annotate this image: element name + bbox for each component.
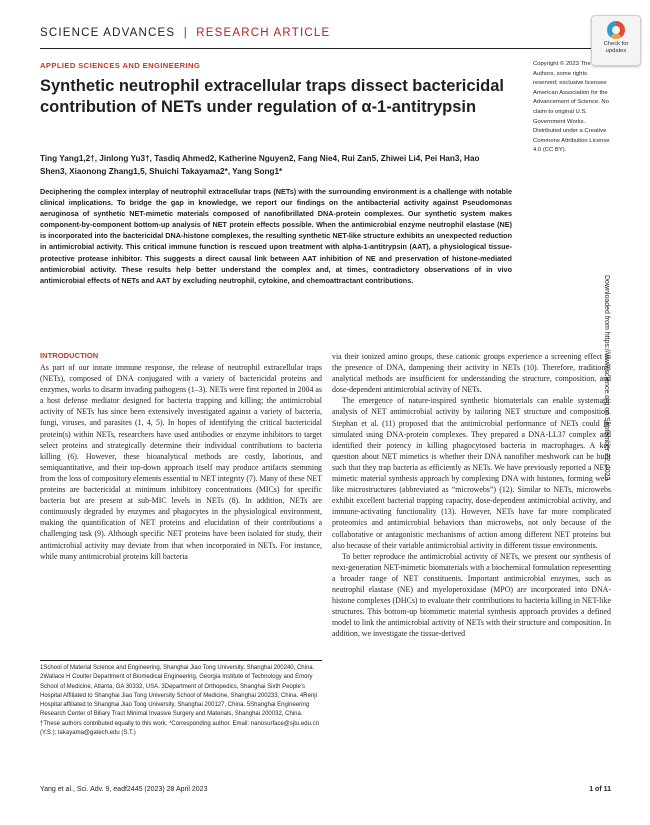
affiliation-footnotes: 1School of Material Science and Engineering, Shanghai Jiao Tong University, Shanghai 200240, China. 2Wallace H Coulter Department of Biomedical Engineering, Georgia Institute of Technology and Emory School of Medicine, Atlanta, GA 30332, USA. 3Department of Orthopedics, Shanghai Sixth People’s Hospital Affiliated to Shanghai Jiao Tong University School of Medicine, Shanghai 200233, China. 4Renji Hospital affiliated to Shanghai Jiao Tong University, Shanghai 200127, China. 5Shanghai Engineering Research Center of Biliary Tract Minimal Invasive Surgery and Materials, Shanghai 200032, China. †These authors contributed equally to this work. *Corresponding author. Email: nanosurface@sjtu.edu.cn (Y.S.); takayama@gatech.edu (S.T.) [40,665,319,737]
download-watermark: Downloaded from https://www.science.org on September 22, 2023 [603,275,610,481]
article-title: Synthetic neutrophil extracellular traps dissect bactericidal contribution of NETs under regulation of α-1-antitrypsin [40,77,504,116]
subject-section: APPLIED SCIENCES AND ENGINEERING [40,61,201,70]
author-list: Ting Yang1,2†, Jinlong Yu3†, Tasdiq Ahmed2, Katherine Nguyen2, Fang Nie4, Rui Zan5, Zhiwei Li4, Pei Han3, Hao Shen3, Xiaonong Zhang1,5, Shuichi Takayama2*, Yang Song1* [40,154,480,176]
right-paragraph-2: The emergence of nature-inspired synthetic biomaterials can enable systematic analysis of NET antimicrobial activity by tailoring NET structure and composition. Stephan et al. (11) proposed that the antimicrobial performance of NETs could be simulated using DNA-protein complexes. They prepared a DNA-LL37 complex and identified their potency in killing phagocytosed bacteria in macrophages. A key question about NET mimetics is whether their DNA nanofiber meshwork can be built such that they trap bacteria as efficiently as NETs. We have previously reported a NET-mimetic material synthesis approach by complexing DNA with histones, forming web-like microstructures (abbreviated as “microwebs”) (12). Similar to NETs, microwebs exhibit excellent bacterial trapping capacity, dose-dependent antimicrobial activity, and immune-activating functionality (13). However, NETs have far more complicated proteomics and antimicrobial behaviors than microwebs, not only because of the collaborative or antagonistic mechanisms of action among different NET proteins but also because of their variable antimicrobial activity in different tissue environments. [332,396,611,550]
footnote-rule [40,660,322,661]
journal-name: SCIENCE ADVANCES [40,27,176,39]
check-for-updates-icon [607,21,625,39]
article-type: RESEARCH ARTICLE [196,27,331,39]
copyright-notice: Copyright © 2023 The Authors, some rights reserved; exclusive licensee American Association for the Advancement of Science. No claim to original U.S. Government Works. Distributed under a Creative Commons Attribution License 4.0 (CC BY). [533,61,610,154]
introduction-heading: INTRODUCTION [40,351,99,360]
check-for-updates-badge[interactable] [591,15,641,66]
journal-header [40,27,330,39]
abstract: Deciphering the complex interplay of neutrophil extracellular traps (NETs) with the surrounding environment is a challenge with notable clinical implications. To bridge the gap in knowledge, we report our findings on the antibacterial activity against Pseudomonas aeruginosa of synthetic NET-mimetic materials composed of nanofibrillated DNA-protein complexes. Our synthetic system makes component-by-component bottom-up analysis of NET protein effects possible. When the antimicrobial enzyme neutrophil elastase (NE) is incorporated into the bactericidal DNA-histone complexes, the resulting synthetic NET-like structure exhibits an unexpected reduction in antimicrobial activity. This critical immune function is rescued upon treatment with alpha-1-antitrypsin (AAT), a physiological tissue-protective protease inhibitor. This suggests a direct causal link between AAT inhibition of NE and preservation of histone-mediated antimicrobial activity. These results help better understand the complex and, at times, contradictory observations of in vivo antimicrobial effects of NETs and AAT by excluding neutrophil, cytokine, and chemoattractant contributions. [40,187,512,285]
badge-line-2: updates [605,48,627,54]
right-paragraph-1: via their ionized amino groups, these cationic groups experience a screening effect in the presence of DNA, dampening their activity in NETs (10). Therefore, traditional analytical methods are insufficient for understanding the structure, composition, and dose-dependent antimicrobial activity of NETs. [332,352,611,395]
header-separator: | [183,27,188,39]
left-paragraph-1: As part of our innate immune response, the release of neutrophil extracellular traps (NETs), composed of DNA conjugated with a variety of bactericidal proteins and enzymes, works to disarm invading pathogens (1–3). NETs were first reported in 2004 as a host defense mediator designed for bacteria trapping and killing; the antimicrobial activity of NETs has since been extensively investigated against a variety of bacteria, fungi, viruses, and parasites (1, 4, 5). In hopes of identifying the critical bactericidal protein(s) within NETs, researchers have used antibodies or enzyme inhibitors to target select proteins and strategically determine their individual contributions to bacteria killing (6). However, these bioanalytical methods are costly, laborious, and semiquantitative, and their top-down approach itself may produce artifacts stemming from the loss of compository elements essential to NET integrity (7). Many of these NET proteins are bactericidal at minimum inhibitory concentrations (MICs) for specific bacteria but are present at sub-MIC levels in NETs (8). In addition, NETs are continuously degraded by enzymes and phagocytes in the physiological environment, making the quantification of NET proteins and elucidation of their contributions a challenging task (9). Although specific NET proteins have been isolated for study, their antimicrobial activity may deviate from that when incorporated in NETs. For instance, while many antimicrobial proteins kill bacteria [40,363,322,561]
badge-line-1: Check for [603,41,629,47]
right-column [332,351,611,639]
citation: Yang et al., Sci. Adv. 9, eadf2445 (2023) 28 April 2023 [40,786,208,793]
right-paragraph-3: To better reproduce the antimicrobial activity of NETs, we present our synthesis of next-generation NET-mimetic biomaterials with a biochemical formulation representing a broader range of NET constituents. Important antimicrobial enzymes, such as neutrophil elastase (NE) and myeloperoxidase (MPO) are incorporated into DNA-histone complexes (DHCs) to evaluate their contributions to bacteria killing in NET-like structures. This bottom-up biomimetic material synthesis approach provides a defined model to link the antimicrobial activity of NETs with their structure and composition. In addition, we investigate the tissue-derived [332,551,611,639]
page-number: 1 of 11 [589,786,611,793]
left-column [40,362,322,562]
header-rule [40,48,610,49]
